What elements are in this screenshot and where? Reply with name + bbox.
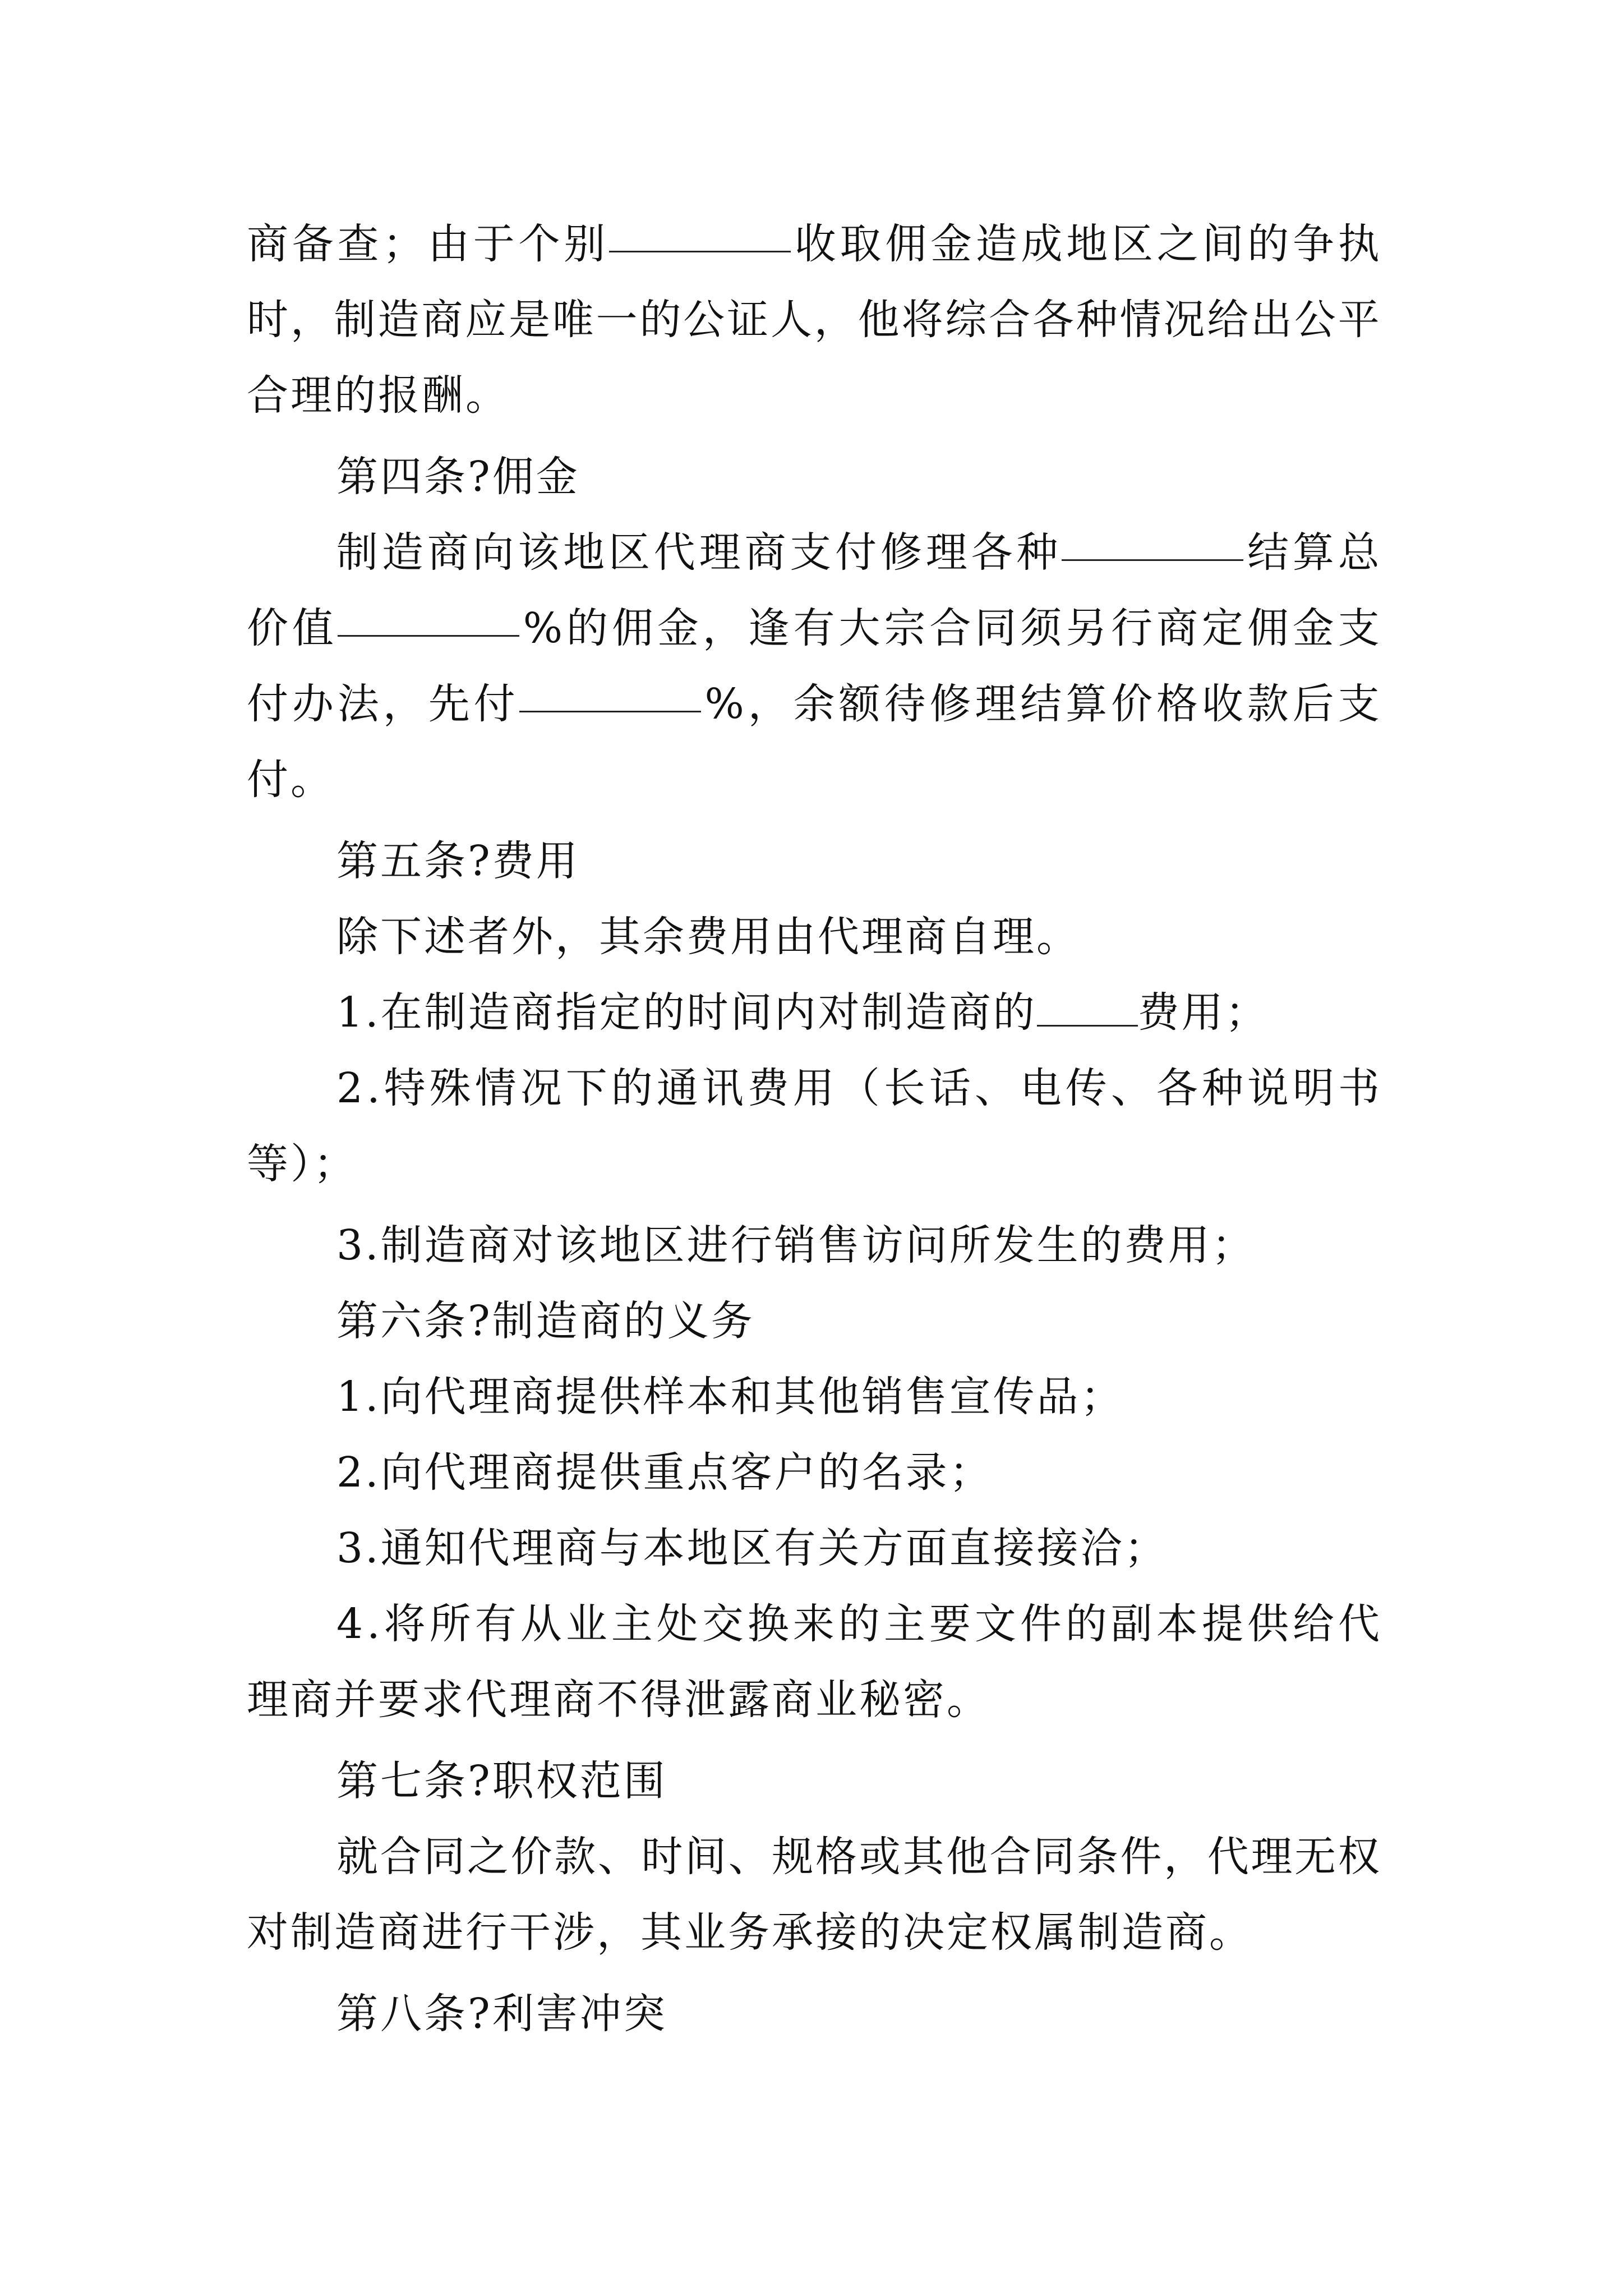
text-glyph: 合 <box>989 296 1031 344</box>
text-glyph: 价 <box>247 604 288 652</box>
text-line: 3.制造商对该地区进行销售访问所发生的费用； <box>336 1221 1256 1269</box>
text-glyph: 价 <box>510 1833 552 1881</box>
text-glyph: 大 <box>838 604 880 652</box>
text-line: 第四条?佣金 <box>336 453 580 501</box>
text-glyph: 区 <box>1112 220 1153 268</box>
text-glyph: 余 <box>793 680 835 728</box>
text-glyph: 执 <box>1338 220 1380 268</box>
text-glyph: 时 <box>247 296 288 344</box>
text-glyph: 先 <box>428 680 470 728</box>
text-glyph: 将 <box>901 296 943 344</box>
text-line <box>247 292 1380 348</box>
text-glyph: 、 <box>728 1833 770 1881</box>
text-glyph: 成 <box>1021 220 1063 268</box>
text-line: 第七条?职权范围 <box>336 1757 667 1805</box>
text-glyph: 种 <box>1201 1064 1243 1112</box>
text-glyph: 查 <box>337 220 379 268</box>
text-glyph: 讯 <box>702 1064 744 1112</box>
text-glyph: 同 <box>423 1833 465 1881</box>
text-glyph: 付 <box>835 528 877 577</box>
text-glyph: 值 <box>292 604 334 652</box>
text-glyph: 书 <box>1338 1064 1380 1112</box>
text-glyph: 金 <box>1292 604 1334 652</box>
text-glyph: 公 <box>683 296 725 344</box>
text-glyph: 代 <box>1338 1600 1380 1648</box>
text-glyph: ， <box>290 296 332 344</box>
text-line: 等）； <box>247 1140 357 1188</box>
text-glyph: 争 <box>1293 220 1334 268</box>
text-glyph: 算 <box>1292 528 1334 577</box>
text-glyph: 件 <box>1020 1600 1062 1648</box>
fill-in-blank <box>519 676 701 712</box>
text-glyph: 总 <box>1338 528 1380 577</box>
text-glyph: 长 <box>883 1064 925 1112</box>
text-glyph: 无 <box>1294 1833 1336 1881</box>
text-glyph: 主 <box>611 1600 653 1648</box>
text-glyph: 支 <box>790 528 832 577</box>
text-glyph: 造 <box>377 296 419 344</box>
text-line: 1.在制造商指定的时间内对制造商的 费用； <box>336 988 1269 1037</box>
text-glyph: 供 <box>1247 1600 1289 1648</box>
text-glyph: 金 <box>657 604 699 652</box>
text-glyph: 平 <box>1338 296 1380 344</box>
text-glyph: 造 <box>381 528 423 577</box>
text-glyph: 就 <box>336 1833 378 1881</box>
text-glyph: 特 <box>384 1064 426 1112</box>
text-glyph: 同 <box>975 604 1017 652</box>
text-glyph: ， <box>814 296 856 344</box>
text-glyph: 修 <box>929 680 971 728</box>
text-line: 第五条?费用 <box>336 837 580 885</box>
text-glyph: 取 <box>840 220 882 268</box>
text-glyph: 副 <box>1110 1600 1152 1648</box>
text-glyph: 从 <box>520 1600 562 1648</box>
text-glyph: 逢 <box>748 604 790 652</box>
text-glyph: 件 <box>1120 1833 1162 1881</box>
fill-in-blank <box>338 600 519 637</box>
text-glyph: 格 <box>1156 680 1198 728</box>
text-glyph: 换 <box>747 1600 789 1648</box>
text-glyph: 向 <box>472 528 514 577</box>
text-glyph: 理 <box>1251 1833 1293 1881</box>
text-glyph: 所 <box>429 1600 471 1648</box>
text-line: 理商并要求代理商不得泄露商业秘密。 <box>247 1676 990 1724</box>
text-glyph: 后 <box>1292 680 1334 728</box>
text-glyph: 公 <box>1294 296 1336 344</box>
text-glyph: 情 <box>1119 296 1161 344</box>
text-glyph: 况 <box>520 1064 562 1112</box>
text-line: 付。 <box>247 756 334 804</box>
text-glyph: 综 <box>945 296 987 344</box>
text-glyph: 主 <box>883 1600 925 1648</box>
text-glyph: 地 <box>1066 220 1108 268</box>
text-glyph: 之 <box>1156 220 1198 268</box>
text-line <box>336 1829 1380 1885</box>
text-glyph: 传 <box>1065 1064 1107 1112</box>
text-glyph: 另 <box>1066 604 1108 652</box>
text-glyph: 宗 <box>884 604 926 652</box>
text-line: 3.通知代理商与本地区有关方面直接接洽； <box>336 1524 1168 1572</box>
text-glyph: 给 <box>1207 296 1249 344</box>
text-glyph: 文 <box>974 1600 1016 1648</box>
text-glyph: 况 <box>1163 296 1205 344</box>
text-glyph: ； <box>382 220 425 268</box>
text-line: 第六条?制造商的义务 <box>336 1297 755 1345</box>
text-glyph: 、 <box>974 1064 1016 1112</box>
text-glyph: 由 <box>428 220 469 268</box>
text-glyph: 他 <box>857 296 900 344</box>
text-glyph: 合 <box>380 1833 422 1881</box>
text-glyph: 各 <box>971 528 1013 577</box>
text-glyph: 区 <box>608 528 650 577</box>
text-glyph: 商 <box>1156 604 1198 652</box>
text-line <box>247 216 1380 272</box>
text-glyph: 备 <box>292 220 334 268</box>
text-glyph: 个 <box>518 220 560 268</box>
text-glyph: 代 <box>1207 1833 1249 1881</box>
text-glyph: 证 <box>727 296 769 344</box>
text-glyph: 商 <box>744 528 786 577</box>
text-glyph: 法 <box>337 680 379 728</box>
text-glyph: 出 <box>1251 296 1293 344</box>
text-glyph: 处 <box>656 1600 698 1648</box>
text-glyph: 该 <box>518 528 560 577</box>
text-glyph: 行 <box>1111 604 1153 652</box>
text-glyph: 电 <box>1020 1064 1062 1112</box>
text-glyph: 有 <box>474 1600 517 1648</box>
text-glyph: 他 <box>946 1833 988 1881</box>
text-glyph: 代 <box>653 528 695 577</box>
text-glyph: 将 <box>384 1600 426 1648</box>
text-glyph: 要 <box>929 1600 971 1648</box>
text-glyph: 的 <box>838 1600 880 1648</box>
text-line: 除下述者外，其余费用由代理商自理。 <box>336 913 1080 961</box>
text-glyph: 、 <box>597 1833 639 1881</box>
text-glyph: 款 <box>554 1833 596 1881</box>
text-glyph: 价 <box>1111 680 1153 728</box>
text-glyph: 有 <box>793 604 835 652</box>
text-glyph: 2 <box>336 1064 363 1112</box>
text-glyph: 或 <box>859 1833 901 1881</box>
text-glyph: 给 <box>1292 1600 1334 1648</box>
text-glyph: 支 <box>1338 604 1380 652</box>
text-glyph: 明 <box>1292 1064 1334 1112</box>
text-glyph: 佣 <box>611 604 653 652</box>
text-line <box>336 1596 1380 1652</box>
text-glyph: 算 <box>1066 680 1108 728</box>
text-glyph: 结 <box>1020 680 1062 728</box>
text-line: 1.向代理商提供样本和其他销售宣传品； <box>336 1373 1124 1421</box>
text-glyph: 款 <box>1247 680 1289 728</box>
text-line: 合理的报酬。 <box>247 371 509 420</box>
text-glyph: 合 <box>929 604 971 652</box>
text-glyph: 应 <box>465 296 507 344</box>
text-glyph: 支 <box>1338 680 1380 728</box>
text-line <box>247 600 1380 656</box>
text-glyph: 各 <box>1032 296 1074 344</box>
text-glyph: ， <box>702 604 744 652</box>
text-glyph: 理 <box>925 528 967 577</box>
text-glyph: 的 <box>639 296 681 344</box>
text-glyph: 权 <box>1338 1833 1380 1881</box>
text-glyph: 种 <box>1016 528 1058 577</box>
text-line: 第八条?利害冲突 <box>336 1990 667 2038</box>
text-glyph: 用 <box>792 1064 834 1112</box>
text-glyph: 种 <box>1076 296 1118 344</box>
text-glyph: 是 <box>508 296 550 344</box>
text-glyph: 间 <box>685 1833 727 1881</box>
text-glyph: 金 <box>930 220 972 268</box>
text-glyph: 业 <box>565 1600 607 1648</box>
text-glyph: 别 <box>564 220 606 268</box>
text-glyph: 付 <box>247 680 288 728</box>
text-glyph: 各 <box>1156 1064 1198 1112</box>
text-glyph: 办 <box>292 680 334 728</box>
text-glyph: . <box>367 1600 380 1648</box>
text-glyph: 的 <box>566 604 608 652</box>
text-glyph: 4 <box>336 1600 363 1648</box>
text-glyph: 费 <box>747 1064 789 1112</box>
text-glyph: 修 <box>880 528 922 577</box>
fill-in-blank <box>1037 990 1138 1027</box>
text-glyph: 付 <box>473 680 515 728</box>
text-glyph: 商 <box>247 220 288 268</box>
text-glyph: % <box>523 604 563 652</box>
text-glyph: ， <box>1164 1833 1206 1881</box>
text-line: 对制造商进行干涉，其业务承接的决定权属制造商。 <box>247 1908 1253 1957</box>
text-glyph: 的 <box>1065 1600 1107 1648</box>
text-glyph: 的 <box>611 1064 653 1112</box>
text-glyph: 间 <box>1202 220 1244 268</box>
text-glyph: . <box>367 1064 380 1112</box>
text-glyph: 理 <box>975 680 1017 728</box>
text-line <box>247 676 1380 732</box>
text-line <box>336 1060 1380 1116</box>
text-glyph: 商 <box>421 296 463 344</box>
text-glyph: 于 <box>473 220 515 268</box>
text-glyph: 同 <box>1033 1833 1075 1881</box>
text-glyph: 佣 <box>885 220 927 268</box>
text-glyph: 下 <box>565 1064 607 1112</box>
text-glyph: 商 <box>427 528 469 577</box>
text-glyph: 之 <box>467 1833 509 1881</box>
text-glyph: 本 <box>1156 1600 1198 1648</box>
text-glyph: 佣 <box>1247 604 1289 652</box>
text-glyph: 的 <box>1247 220 1289 268</box>
text-glyph: 定 <box>1201 604 1243 652</box>
text-glyph: ， <box>748 680 790 728</box>
text-line: 2.向代理商提供重点客户的名录； <box>336 1448 993 1497</box>
text-glyph: 条 <box>1076 1833 1118 1881</box>
fill-in-blank <box>609 216 791 252</box>
text-glyph: 其 <box>902 1833 944 1881</box>
text-glyph: 时 <box>641 1833 683 1881</box>
text-glyph: 殊 <box>429 1064 471 1112</box>
text-glyph: （ <box>838 1064 880 1112</box>
text-glyph: 结 <box>1247 528 1289 577</box>
text-glyph: 话 <box>929 1064 971 1112</box>
fill-in-blank <box>1062 524 1243 561</box>
text-glyph: 通 <box>656 1064 698 1112</box>
text-glyph: 规 <box>772 1833 814 1881</box>
text-glyph: 格 <box>815 1833 857 1881</box>
text-glyph: 收 <box>1201 680 1243 728</box>
text-glyph: 地 <box>563 528 605 577</box>
text-glyph: 说 <box>1247 1064 1289 1112</box>
text-glyph: 唯 <box>552 296 594 344</box>
text-glyph: 交 <box>702 1600 744 1648</box>
text-glyph: 一 <box>596 296 638 344</box>
text-glyph: 须 <box>1020 604 1062 652</box>
text-glyph: 制 <box>334 296 376 344</box>
text-line <box>336 524 1380 581</box>
text-glyph: 造 <box>975 220 1017 268</box>
text-glyph: 理 <box>699 528 741 577</box>
text-glyph: 收 <box>794 220 836 268</box>
text-glyph: 情 <box>474 1064 517 1112</box>
text-glyph: 合 <box>989 1833 1031 1881</box>
text-glyph: 、 <box>1110 1064 1152 1112</box>
text-glyph: 制 <box>336 528 378 577</box>
text-glyph: 提 <box>1201 1600 1243 1648</box>
text-glyph: 待 <box>884 680 926 728</box>
text-glyph: 额 <box>838 680 880 728</box>
text-glyph: ， <box>382 680 425 728</box>
text-glyph: % <box>704 680 744 728</box>
text-glyph: 人 <box>770 296 812 344</box>
text-glyph: 来 <box>792 1600 834 1648</box>
